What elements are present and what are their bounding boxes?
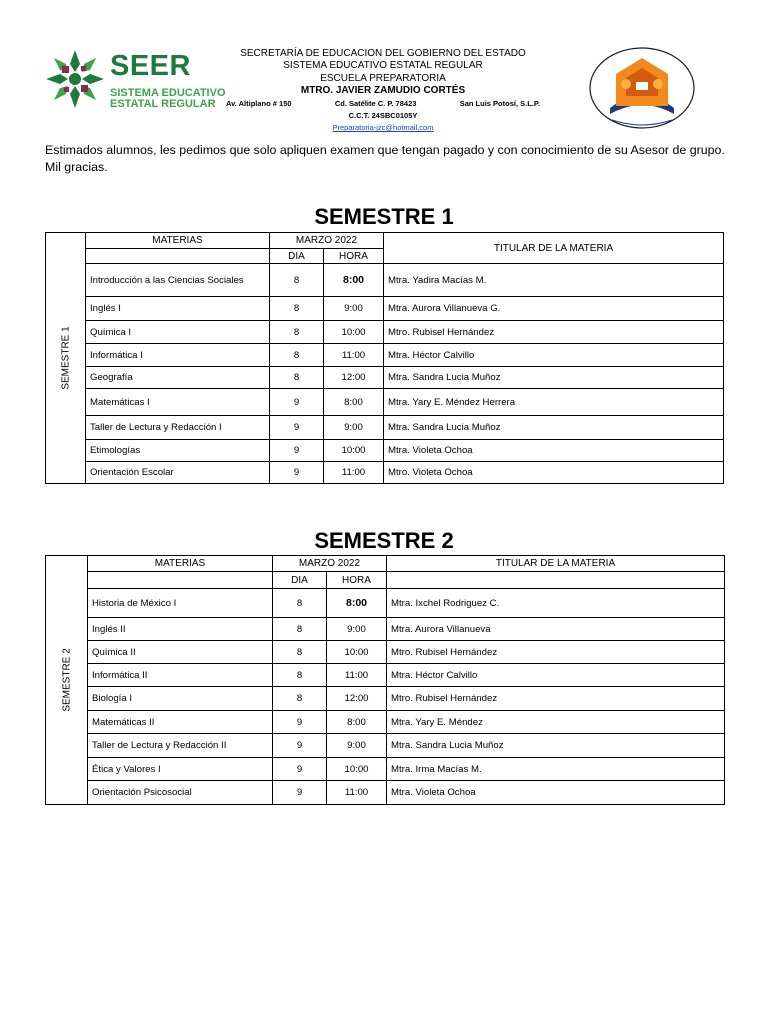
- cell-titular: Mtro. Rubisel Hernández: [384, 321, 724, 344]
- table-row: [46, 589, 725, 618]
- semester-1-title: SEMESTRE 1: [314, 204, 454, 229]
- semester-2-table: [45, 555, 725, 805]
- cell-materia: Taller de Lectura y Redacción I: [86, 416, 270, 440]
- cell-dia: 8: [273, 618, 327, 641]
- seer-subtitle-line2: ESTATAL REGULAR: [110, 98, 216, 110]
- seer-emblem-icon: [44, 48, 106, 110]
- cell-dia: 9: [273, 711, 327, 734]
- cell-hora: 8:00: [327, 589, 387, 618]
- address-city: Cd. Satélite C. P. 78423: [334, 98, 417, 108]
- cell-materia: Informática I: [86, 344, 270, 367]
- cell-materia: Geografía: [86, 367, 270, 389]
- column-header-dia: DIA: [270, 249, 324, 264]
- cell-titular: Mtra. Irma Macías M.: [387, 758, 725, 781]
- cell-titular: Mtro. Violeta Ochoa: [384, 462, 724, 484]
- cell-hora: 11:00: [324, 462, 384, 484]
- cell-hora: 8:00: [324, 389, 384, 416]
- cell-hora: 9:00: [327, 734, 387, 758]
- cell-hora: 8:00: [327, 711, 387, 734]
- cell-hora: 8:00: [324, 264, 384, 297]
- cell-dia: 9: [270, 462, 324, 484]
- cell-titular: Mtra. Héctor Calvillo: [384, 344, 724, 367]
- table-row: [46, 618, 725, 641]
- column-header-materias: MATERIAS: [88, 556, 273, 572]
- seer-logo-text: SEER: [110, 50, 191, 82]
- cell-titular: Mtro. Rubisel Hernández: [387, 641, 725, 664]
- cell-titular: Mtra. Yary E. Méndez: [387, 711, 725, 734]
- table-subheader-row: [46, 572, 725, 589]
- cell-dia: 8: [270, 297, 324, 321]
- cell-materia: Orientación Psicosocial: [88, 781, 273, 805]
- table-row: [46, 264, 724, 297]
- cell-materia: Matemáticas I: [86, 389, 270, 416]
- cell-titular: Mtra. Ixchel Rodriguez C.: [387, 589, 725, 618]
- column-header-hora: HORA: [327, 572, 387, 589]
- cell-dia: 8: [270, 264, 324, 297]
- cell-titular: Mtra. Violeta Ochoa: [387, 781, 725, 805]
- cell-titular: Mtro. Rubisel Hernández: [387, 687, 725, 711]
- table-row: [46, 389, 724, 416]
- cell-dia: 9: [270, 416, 324, 440]
- school-logo-icon: [586, 44, 698, 134]
- cell-dia: 9: [273, 734, 327, 758]
- cell-titular: Mtra. Héctor Calvillo: [387, 664, 725, 687]
- cell-dia: 8: [273, 664, 327, 687]
- table-row: [46, 321, 724, 344]
- header-system: SISTEMA EDUCATIVO ESTATAL REGULAR: [283, 60, 483, 72]
- seer-subtitle-line1: SISTEMA EDUCATIVO: [110, 87, 226, 99]
- cell-hora: 9:00: [327, 618, 387, 641]
- letterhead: [222, 48, 544, 135]
- cell-materia: Orientación Escolar: [86, 462, 270, 484]
- cell-titular: Mtra. Sandra Lucia Muñoz: [384, 367, 724, 389]
- cell-materia: Química II: [88, 641, 273, 664]
- cell-materia: Química I: [86, 321, 270, 344]
- header-school-name: MTRO. JAVIER ZAMUDIO CORTÉS: [300, 85, 466, 97]
- cell-hora: 9:00: [324, 416, 384, 440]
- table-row: [46, 641, 725, 664]
- semester-side-label: SEMESTRE 1: [60, 326, 71, 390]
- cell-hora: 10:00: [327, 758, 387, 781]
- address-state: San Luis Potosí, S.L.P.: [459, 98, 540, 108]
- column-header-titular: TITULAR DE LA MATERIA: [384, 233, 724, 264]
- cell-hora: 11:00: [327, 664, 387, 687]
- table-header-row: [46, 233, 724, 249]
- cell-dia: 8: [270, 367, 324, 389]
- cell-hora: 9:00: [324, 297, 384, 321]
- cell-materia: Inglés I: [86, 297, 270, 321]
- cell-materia: Ética y Valores I: [88, 758, 273, 781]
- semester-2-title: SEMESTRE 2: [314, 528, 454, 553]
- seer-logo-subtitle: [110, 88, 226, 110]
- cell-hora: 11:00: [327, 781, 387, 805]
- column-header-hora: HORA: [324, 249, 384, 264]
- cell-dia: 9: [270, 389, 324, 416]
- cell-hora: 12:00: [327, 687, 387, 711]
- column-header-materias: MATERIAS: [86, 233, 270, 249]
- header-email-link[interactable]: Preparatoria-jzc@hotmail.com: [332, 123, 434, 133]
- cell-titular: Mtra. Aurora Villanueva: [387, 618, 725, 641]
- cell-dia: 8: [270, 321, 324, 344]
- cell-hora: 12:00: [324, 367, 384, 389]
- table-row: [46, 416, 724, 440]
- cell-dia: 9: [273, 758, 327, 781]
- cell-titular: Mtra. Aurora Villanueva G.: [384, 297, 724, 321]
- semester-side-cell: [46, 556, 88, 805]
- cell-dia: 9: [270, 440, 324, 462]
- address-street: Av. Altiplano # 150: [226, 98, 292, 108]
- header-secretaria: SECRETARÍA DE EDUCACION DEL GOBIERNO DEL ESTADO: [240, 48, 526, 59]
- cell-hora: 10:00: [324, 321, 384, 344]
- table-row: [46, 462, 724, 484]
- cell-dia: 8: [273, 589, 327, 618]
- cell-materia: Informática II: [88, 664, 273, 687]
- table-row: [46, 734, 725, 758]
- cell-dia: 8: [273, 687, 327, 711]
- cell-titular: Mtra. Sandra Lucia Muñoz: [387, 734, 725, 758]
- column-header-dia: DIA: [273, 572, 327, 589]
- cell-dia: 8: [270, 344, 324, 367]
- cell-materia: Etimologías: [86, 440, 270, 462]
- table-row: [46, 781, 725, 805]
- seer-logo: [44, 46, 234, 112]
- column-header-blank: [387, 572, 725, 589]
- cell-dia: 9: [273, 781, 327, 805]
- cell-materia: Matemáticas II: [88, 711, 273, 734]
- column-header-titular: TITULAR DE LA MATERIA: [387, 556, 725, 572]
- table-row: [46, 664, 725, 687]
- semester-side-cell: [46, 233, 86, 484]
- cell-titular: Mtra. Yadira Macías M.: [384, 264, 724, 297]
- table-row: [46, 687, 725, 711]
- column-header-month: MARZO 2022: [273, 556, 387, 572]
- notice-text: Estimados alumnos, les pedimos que solo apliquen examen que tengan pagado y con conocimiento de su Asesor de grupo. Mil gracias.: [45, 143, 725, 174]
- cell-titular: Mtra. Yary E. Méndez Herrera: [384, 389, 724, 416]
- table-row: [46, 440, 724, 462]
- cell-hora: 11:00: [324, 344, 384, 367]
- cell-titular: Mtra. Violeta Ochoa: [384, 440, 724, 462]
- semester-1-table: [45, 232, 724, 484]
- table-row: [46, 711, 725, 734]
- table-row: [46, 758, 725, 781]
- cell-materia: Historia de México I: [88, 589, 273, 618]
- semester-side-label: SEMESTRE 2: [61, 648, 72, 712]
- header-address: [222, 98, 544, 110]
- cell-dia: 8: [273, 641, 327, 664]
- cell-hora: 10:00: [327, 641, 387, 664]
- cell-materia: Introducción a las Ciencias Sociales: [86, 264, 270, 297]
- table-row: [46, 297, 724, 321]
- table-header-row: [46, 556, 725, 572]
- header-school: ESCUELA PREPARATORIA: [320, 72, 446, 84]
- table-row: [46, 344, 724, 367]
- cell-hora: 10:00: [324, 440, 384, 462]
- cell-materia: Biología I: [88, 687, 273, 711]
- column-header-month: MARZO 2022: [270, 233, 384, 249]
- column-header-blank: [88, 572, 273, 589]
- column-header-blank: [86, 249, 270, 264]
- header-cct: C.C.T. 24SBC0105Y: [348, 111, 418, 121]
- cell-materia: Taller de Lectura y Redacción II: [88, 734, 273, 758]
- cell-materia: Inglés II: [88, 618, 273, 641]
- cell-titular: Mtra. Sandra Lucia Muñoz: [384, 416, 724, 440]
- table-row: [46, 367, 724, 389]
